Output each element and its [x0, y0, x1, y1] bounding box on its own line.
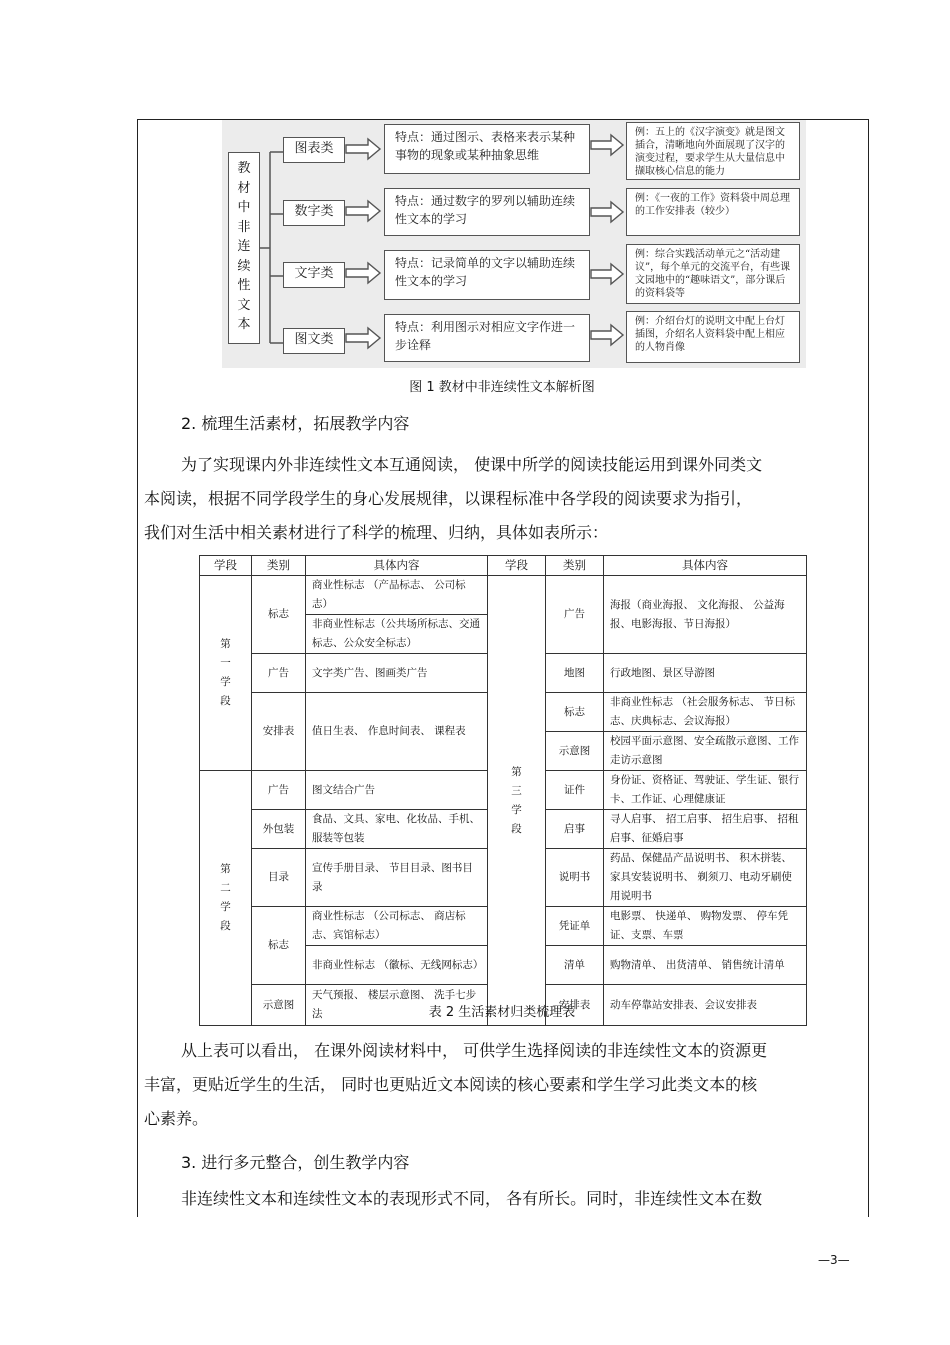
table-header-cell: 类别 [546, 556, 604, 576]
content-cell: 校园平面示意图、安全疏散示意图、工作走访示意图 [604, 732, 807, 771]
table-caption: 表 2 生活素材归类梳理表 [428, 1005, 576, 1020]
stage-cell: 第二学段 [200, 771, 252, 1026]
category-cell: 证件 [546, 771, 604, 810]
content-cell: 文字类广告、图画类广告 [306, 654, 488, 693]
category-cell: 广告 [252, 771, 306, 810]
table-header-cell: 具体内容 [306, 556, 488, 576]
content-cell: 非商业性标志（公共场所标志、交通标志、公众安全标志） [306, 615, 488, 654]
content-cell: 身份证、资格证、驾驶证、学生证、银行卡、工作证、心理健康证 [604, 771, 807, 810]
category-cell: 目录 [252, 849, 306, 907]
arrow-icon [346, 201, 380, 221]
content-cell: 药品、保健品产品说明书、 积木拼装、家具安装说明书、 剃须刀、电动牙刷使用说明书 [604, 849, 807, 907]
table-header-cell: 具体内容 [604, 556, 807, 576]
arrow-icon [346, 139, 380, 159]
content-cell: 寻人启事、 招工启事、 招生启事、 招租启事、征婚启事 [604, 810, 807, 849]
section-heading: 3. 进行多元整合，创生教学内容 [181, 1153, 410, 1172]
arrow-icon [591, 135, 623, 155]
arrow-icon [591, 264, 623, 284]
stage-cell: 第一学段 [200, 576, 252, 771]
content-cell: 值日生表、 作息时间表、 课程表 [306, 693, 488, 771]
paragraph-line: 从上表可以看出， 在课外阅读材料中， 可供学生选择阅读的非连续性文本的资源更 [181, 1041, 768, 1060]
figure-caption: 图 1 教材中非连续性文本解析图 [409, 380, 595, 395]
arrow-icon [346, 263, 380, 283]
feature-box: 特点：通过数字的罗列以辅助连续性文本的学习 [384, 188, 590, 236]
example-box: 例：《一夜的工作》资料袋中周总理的工作安排表（较少） [626, 188, 800, 236]
category-box: 图表类 [283, 137, 345, 163]
content-cell: 食品、文具、家电、化妆品、手机、服装等包装 [306, 810, 488, 849]
table-header-cell: 学段 [200, 556, 252, 576]
table-header-row [200, 556, 807, 576]
content-cell: 购物清单、 出货清单、 销售统计清单 [604, 946, 807, 985]
section-heading: 2. 梳理生活素材，拓展教学内容 [181, 414, 410, 433]
feature-box: 特点：利用图示对相应文字作进一步诠释 [384, 314, 590, 362]
arrow-icon [591, 325, 623, 345]
category-cell: 标志 [252, 576, 306, 654]
content-cell: 非商业性标志 （徽标、无线网标志） [306, 946, 488, 985]
table-row [200, 576, 807, 615]
table-header-cell: 类别 [252, 556, 306, 576]
example-box: 例：五上的《汉字演变》就是图文插合，清晰地向外面展现了汉字的演变过程，要求学生从大量信息中撷取核心信息的能力 [626, 122, 800, 180]
paragraph-line: 我们对生活中相关素材进行了科学的梳理、归纳，具体如表所示： [144, 523, 609, 542]
category-cell: 示意图 [252, 985, 306, 1026]
content-cell: 非商业性标志 （社会服务标志、 节日标志、庆典标志、会议海报） [604, 693, 807, 732]
category-cell: 安排表 [546, 985, 604, 1026]
content-cell: 天气预报、 楼层示意图、 洗手七步法 [306, 985, 488, 1026]
category-cell: 外包装 [252, 810, 306, 849]
category-cell: 安排表 [252, 693, 306, 771]
feature-box: 特点：记录简单的文字以辅助连续性文本的学习 [384, 250, 590, 300]
content-cell: 宣传手册目录、 节目目录、图书目录 [306, 849, 488, 907]
content-cell: 海报（商业海报、 文化海报、 公益海报、电影海报、节日海报） [604, 576, 807, 654]
paragraph-line: 非连续性文本和连续性文本的表现形式不同， 各有所长。同时，非连续性文本在数 [181, 1189, 763, 1208]
category-cell: 凭证单 [546, 907, 604, 946]
material-table [199, 555, 807, 1026]
feature-box: 特点：通过图示、表格来表示某种事物的现象或某种抽象思维 [384, 124, 590, 174]
category-cell: 启事 [546, 810, 604, 849]
content-cell: 行政地图、景区导游图 [604, 654, 807, 693]
content-cell: 动车停靠站安排表、会议安排表 [604, 985, 807, 1026]
example-box: 例：综合实践活动单元之“活动建议”，每个单元的交流平台，有些课文园地中的“趣味语文”，部分课后的资料袋等 [626, 244, 800, 304]
category-cell: 广告 [546, 576, 604, 654]
category-box: 数字类 [283, 200, 345, 226]
page-number: —3— [818, 1253, 850, 1267]
category-box: 图文类 [283, 328, 345, 354]
category-cell: 标志 [546, 693, 604, 732]
category-cell: 说明书 [546, 849, 604, 907]
arrow-icon [591, 202, 623, 222]
paragraph-line: 为了实现课内外非连续性文本互通阅读， 使课中所学的阅读技能运用到课外同类文 [181, 455, 763, 474]
paragraph-line: 心素养。 [144, 1109, 209, 1128]
category-cell: 地图 [546, 654, 604, 693]
content-cell: 商业性标志 （产品标志、 公司标志） [306, 576, 488, 615]
content-cell: 图文结合广告 [306, 771, 488, 810]
category-cell: 清单 [546, 946, 604, 985]
content-cell: 商业性标志 （公司标志、 商店标志、宾馆标志） [306, 907, 488, 946]
stage-cell: 第三学段 [488, 576, 546, 1026]
content-cell: 电影票、 快递单、 购物发票、 停车凭证、支票、车票 [604, 907, 807, 946]
category-box: 文字类 [283, 262, 345, 288]
category-cell: 示意图 [546, 732, 604, 771]
example-box: 例：介绍台灯的说明文中配上台灯插图，介绍名人资料袋中配上相应的人物肖像 [626, 311, 800, 363]
diagram-root-label: 教材中非连续性文本 [228, 152, 260, 344]
table-header-cell: 学段 [488, 556, 546, 576]
paragraph-line: 丰富，更贴近学生的生活， 同时也更贴近文本阅读的核心要素和学生学习此类文本的核 [144, 1075, 758, 1094]
category-cell: 广告 [252, 654, 306, 693]
paragraph-line: 本阅读，根据不同学段学生的身心发展规律，以课程标准中各学段的阅读要求为指引， [144, 489, 753, 508]
arrow-icon [346, 328, 380, 348]
category-cell: 标志 [252, 907, 306, 985]
